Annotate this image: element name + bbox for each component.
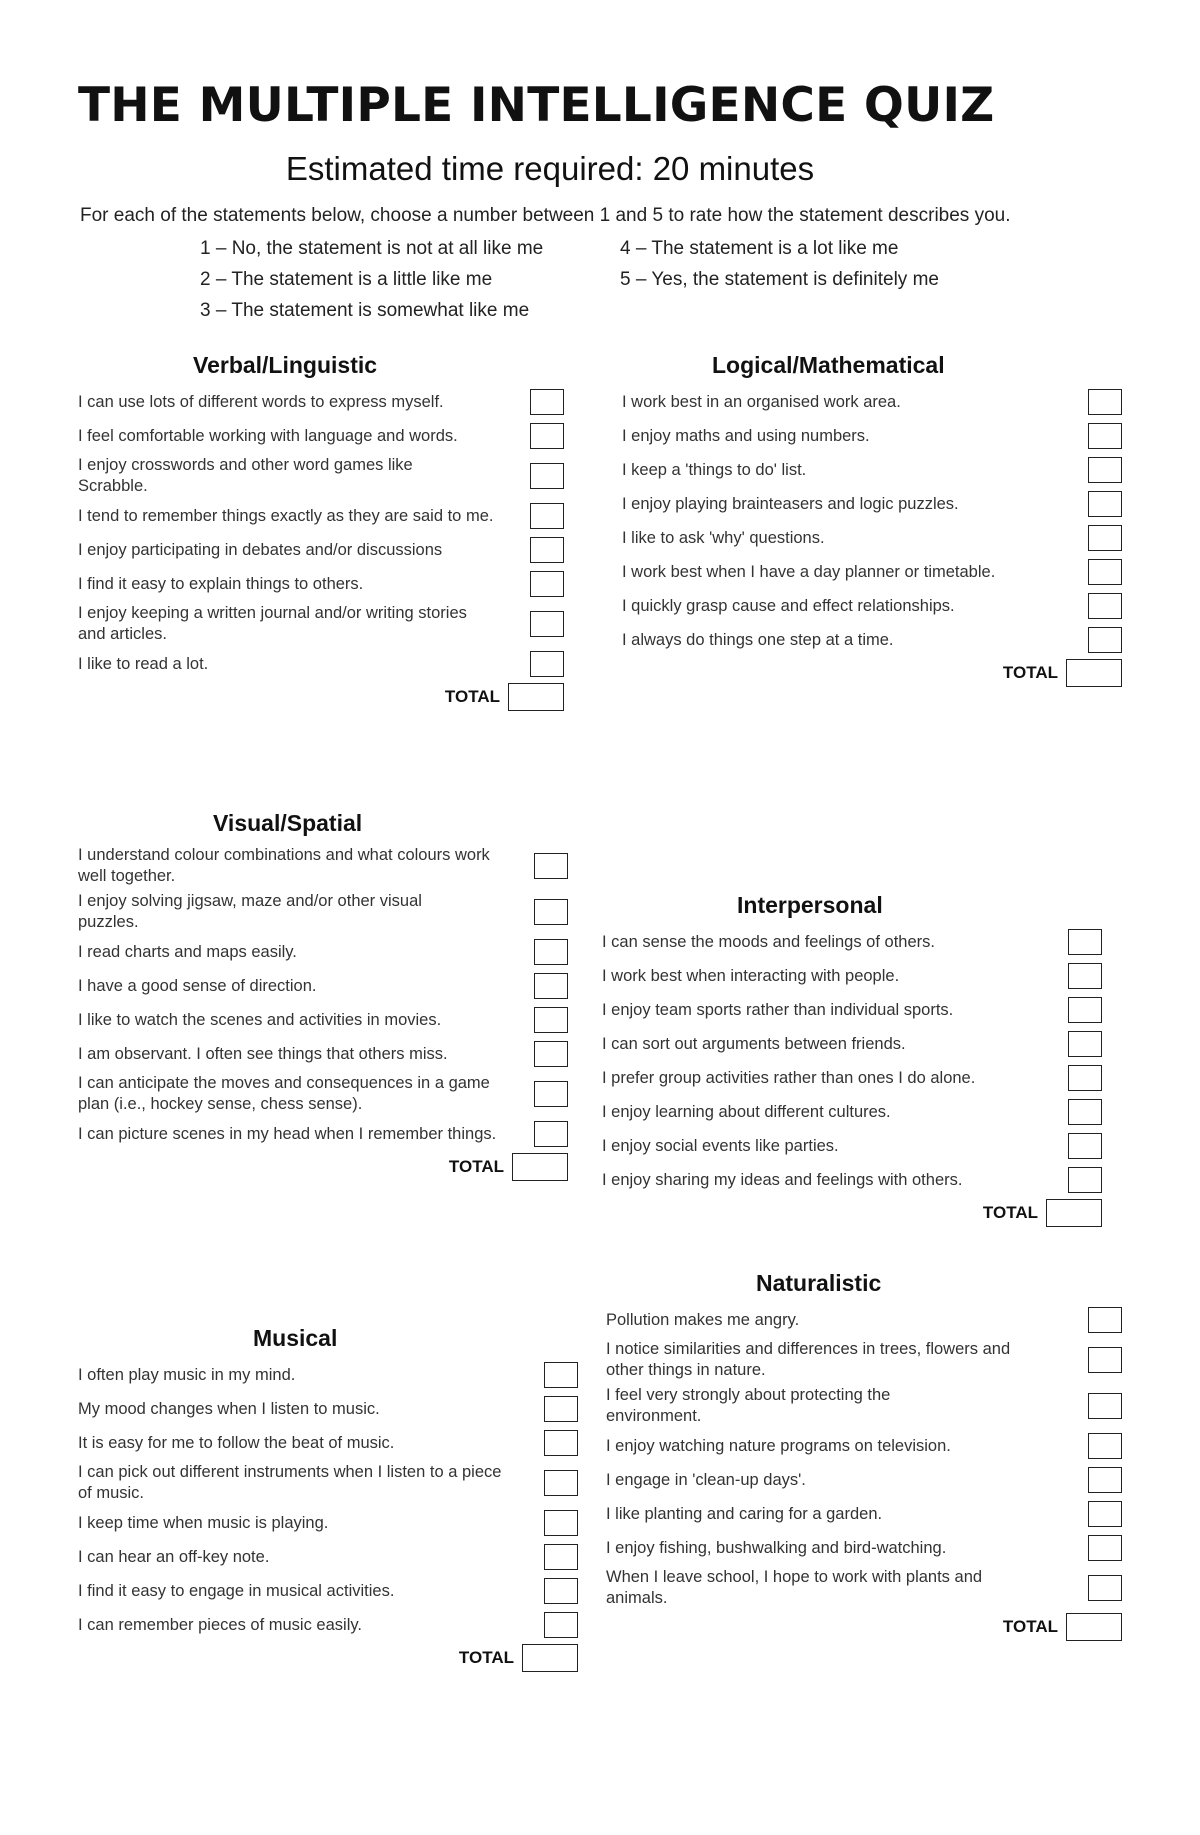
statement-text: I enjoy team sports rather than individual sports. [602,1000,954,1019]
statement-text: I can sense the moods and feelings of others. [602,932,935,951]
rating-box[interactable] [1088,1393,1122,1419]
statement-text: I understand colour combinations and what colours work well together. [78,846,490,885]
statement-text: I enjoy solving jigsaw, maze and/or other visual puzzles. [78,892,422,931]
statement-row [78,1039,568,1069]
statement-row [78,1508,578,1538]
rating-scale-left [200,233,543,326]
statement-text: I work best in an organised work area. [622,392,901,411]
statement-row [602,1131,1102,1161]
statement-row [78,891,568,933]
rating-box[interactable] [1088,1575,1122,1601]
section-heading: Verbal/Linguistic [193,352,378,378]
statement-row [602,1097,1102,1127]
statement-text: I read charts and maps easily. [78,942,297,961]
total-box[interactable] [522,1644,578,1672]
total-box[interactable] [508,683,564,711]
statement-text: I can sort out arguments between friends. [602,1034,906,1053]
statement-row [78,569,564,599]
statement-text: I am observant. I often see things that others miss. [78,1044,448,1063]
total-box[interactable] [1066,1613,1122,1641]
total-row [622,659,1122,687]
statement-row [606,1533,1122,1563]
rating-box[interactable] [544,1544,578,1570]
rating-box[interactable] [1088,423,1122,449]
statement-row [602,961,1102,991]
statement-text: I enjoy keeping a written journal and/or writing stories and articles. [78,604,467,643]
statement-text: I enjoy participating in debates and/or discussions [78,540,443,559]
section-heading: Visual/Spatial [213,810,363,836]
statement-text: I enjoy fishing, bushwalking and bird-watching. [606,1538,947,1557]
section-heading: Musical [253,1325,338,1351]
statement-text: I like to ask 'why' questions. [622,528,825,547]
statement-row [78,1360,578,1390]
statement-row [78,501,564,531]
rating-box[interactable] [530,571,564,597]
total-label: TOTAL [444,687,500,706]
rating-box[interactable] [1068,963,1102,989]
total-box[interactable] [1046,1199,1102,1227]
statement-text: I engage in 'clean-up days'. [606,1470,806,1489]
scale-item: 4 – The statement is a lot like me [620,238,899,259]
statement-text: I enjoy learning about different cultures. [602,1102,891,1121]
statement-row [78,971,568,1001]
statement-row [622,523,1122,553]
statement-row [622,557,1122,587]
total-row [78,683,564,711]
estimated-time: Estimated time required: 20 minutes [285,150,815,187]
statement-text: My mood changes when I listen to music. [78,1399,380,1418]
rating-box[interactable] [530,537,564,563]
rating-box[interactable] [1088,559,1122,585]
section-naturalistic [606,1270,1122,1641]
statement-text: I prefer group activities rather than ones I do alone. [602,1068,976,1087]
statement-text: I work best when I have a day planner or timetable. [622,562,996,581]
rating-box[interactable] [1088,491,1122,517]
statement-row [606,1567,1122,1609]
scale-item: 5 – Yes, the statement is definitely me [620,269,939,290]
statement-text: I can picture scenes in my head when I remember things. [78,1124,497,1143]
statement-row [622,455,1122,485]
rating-box[interactable] [530,423,564,449]
total-row [606,1613,1122,1641]
section-musical [78,1325,578,1672]
page-title: THE MULTIPLE INTELLIGENCE QUIZ [78,78,995,133]
rating-box[interactable] [544,1362,578,1388]
statement-text: I work best when interacting with people. [602,966,900,985]
rating-box[interactable] [534,1007,568,1033]
rating-box[interactable] [1068,1167,1102,1193]
statement-row [602,1029,1102,1059]
statement-row [78,1462,578,1504]
statement-row [622,421,1122,451]
statement-row [78,421,564,451]
statement-row [78,1119,568,1149]
statement-row [78,387,564,417]
statement-row [622,489,1122,519]
rating-box[interactable] [544,1470,578,1496]
statement-text: I keep time when music is playing. [78,1513,329,1532]
rating-box[interactable] [530,611,564,637]
statement-row [606,1385,1122,1427]
rating-box[interactable] [530,503,564,529]
scale-item: 3 – The statement is somewhat like me [200,300,530,321]
section-heading: Logical/Mathematical [712,352,945,378]
statement-row [602,927,1102,957]
rating-box[interactable] [534,1041,568,1067]
instructions: For each of the statements below, choose a number between 1 and 5 to rate how the statement describes you. [80,205,1011,226]
total-label: TOTAL [1002,663,1058,682]
rating-box[interactable] [1088,627,1122,653]
rating-box[interactable] [530,389,564,415]
section-heading: Interpersonal [737,892,883,918]
section-heading: Naturalistic [756,1270,882,1296]
rating-box[interactable] [534,853,568,879]
statement-row [622,387,1122,417]
statement-text: Pollution makes me angry. [606,1310,800,1329]
statement-text: I find it easy to explain things to others. [78,574,364,593]
statement-text: I like to read a lot. [78,654,209,673]
total-label: TOTAL [448,1157,504,1176]
rating-box[interactable] [1088,389,1122,415]
rating-box[interactable] [1068,1133,1102,1159]
statement-row [606,1465,1122,1495]
rating-box[interactable] [1068,1099,1102,1125]
rating-box[interactable] [530,463,564,489]
section-interpersonal [602,892,1102,1227]
total-box[interactable] [512,1153,568,1181]
statement-text: I can pick out different instruments when I listen to a piece of music. [78,1463,502,1502]
section-logical-mathematical [622,352,1122,687]
rating-box[interactable] [1068,929,1102,955]
scale-item: 1 – No, the statement is not at all like me [200,238,544,259]
rating-box[interactable] [1088,1501,1122,1527]
statement-row [78,1576,578,1606]
statement-text: I enjoy social events like parties. [602,1136,839,1155]
statement-text: I tend to remember things exactly as they are said to me. [78,506,494,525]
statement-row [622,591,1122,621]
statement-row [78,1005,568,1035]
statement-text: I find it easy to engage in musical activities. [78,1581,395,1600]
rating-box[interactable] [544,1396,578,1422]
rating-box[interactable] [1088,525,1122,551]
rating-box[interactable] [530,651,564,677]
statement-text: I can anticipate the moves and consequences in a game plan (i.e., hockey sense, chess sense). [78,1074,490,1113]
statement-text: I enjoy sharing my ideas and feelings with others. [602,1170,963,1189]
statement-text: I always do things one step at a time. [622,630,894,649]
statement-text: It is easy for me to follow the beat of music. [78,1433,395,1452]
statement-row [78,845,568,887]
rating-box[interactable] [1088,457,1122,483]
statement-row [78,455,564,497]
rating-box[interactable] [1088,1433,1122,1459]
rating-box[interactable] [1088,1467,1122,1493]
total-box[interactable] [1066,659,1122,687]
statement-row [78,603,564,645]
rating-box[interactable] [1088,1347,1122,1373]
statement-text: I often play music in my mind. [78,1365,296,1384]
rating-box[interactable] [1068,997,1102,1023]
rating-box[interactable] [1088,1307,1122,1333]
statement-row [606,1305,1122,1335]
rating-scale-right [620,233,939,295]
statement-text: I enjoy crosswords and other word games like Scrabble. [78,456,413,495]
statement-row [602,995,1102,1025]
statement-text: I like planting and caring for a garden. [606,1504,883,1523]
total-label: TOTAL [458,1648,514,1667]
statement-text: I enjoy maths and using numbers. [622,426,870,445]
scale-item: 2 – The statement is a little like me [200,269,493,290]
total-label: TOTAL [982,1203,1038,1222]
total-row [602,1199,1102,1227]
statement-text: I can remember pieces of music easily. [78,1615,362,1634]
statement-row [78,1610,578,1640]
rating-box[interactable] [544,1578,578,1604]
statement-row [78,1073,568,1115]
rating-box[interactable] [534,1081,568,1107]
statement-row [78,649,564,679]
statement-row [602,1063,1102,1093]
statement-text: I can use lots of different words to express myself. [78,392,444,411]
statement-row [78,1394,578,1424]
rating-box[interactable] [544,1510,578,1536]
statement-text: I feel comfortable working with language and words. [78,426,458,445]
rating-box[interactable] [534,1121,568,1147]
statement-text: I quickly grasp cause and effect relationships. [622,596,955,615]
section-verbal-linguistic [78,352,564,711]
statement-text: I keep a 'things to do' list. [622,460,807,479]
rating-box[interactable] [534,899,568,925]
statement-text: I notice similarities and differences in trees, flowers and other things in nature. [606,1340,1011,1379]
statement-row [606,1339,1122,1381]
statement-text: I have a good sense of direction. [78,976,317,995]
rating-box[interactable] [534,939,568,965]
statement-row [606,1499,1122,1529]
rating-box[interactable] [544,1612,578,1638]
rating-box[interactable] [534,973,568,999]
statement-text: I enjoy watching nature programs on television. [606,1436,951,1455]
statement-row [78,1428,578,1458]
rating-box[interactable] [544,1430,578,1456]
statement-text: I feel very strongly about protecting the environment. [606,1386,891,1425]
statement-row [78,1542,578,1572]
total-row [78,1153,568,1181]
statement-text: I like to watch the scenes and activities in movies. [78,1010,442,1029]
rating-box[interactable] [1068,1031,1102,1057]
total-row [78,1644,578,1672]
rating-box[interactable] [1088,593,1122,619]
statement-row [78,535,564,565]
statement-row [606,1431,1122,1461]
statement-row [602,1165,1102,1195]
rating-box[interactable] [1068,1065,1102,1091]
rating-box[interactable] [1088,1535,1122,1561]
statement-row [622,625,1122,655]
statement-row [78,937,568,967]
statement-text: When I leave school, I hope to work with plants and animals. [606,1568,983,1607]
section-visual-spatial [78,810,568,1181]
statement-text: I can hear an off-key note. [78,1547,270,1566]
total-label: TOTAL [1002,1617,1058,1636]
statement-text: I enjoy playing brainteasers and logic puzzles. [622,494,959,513]
